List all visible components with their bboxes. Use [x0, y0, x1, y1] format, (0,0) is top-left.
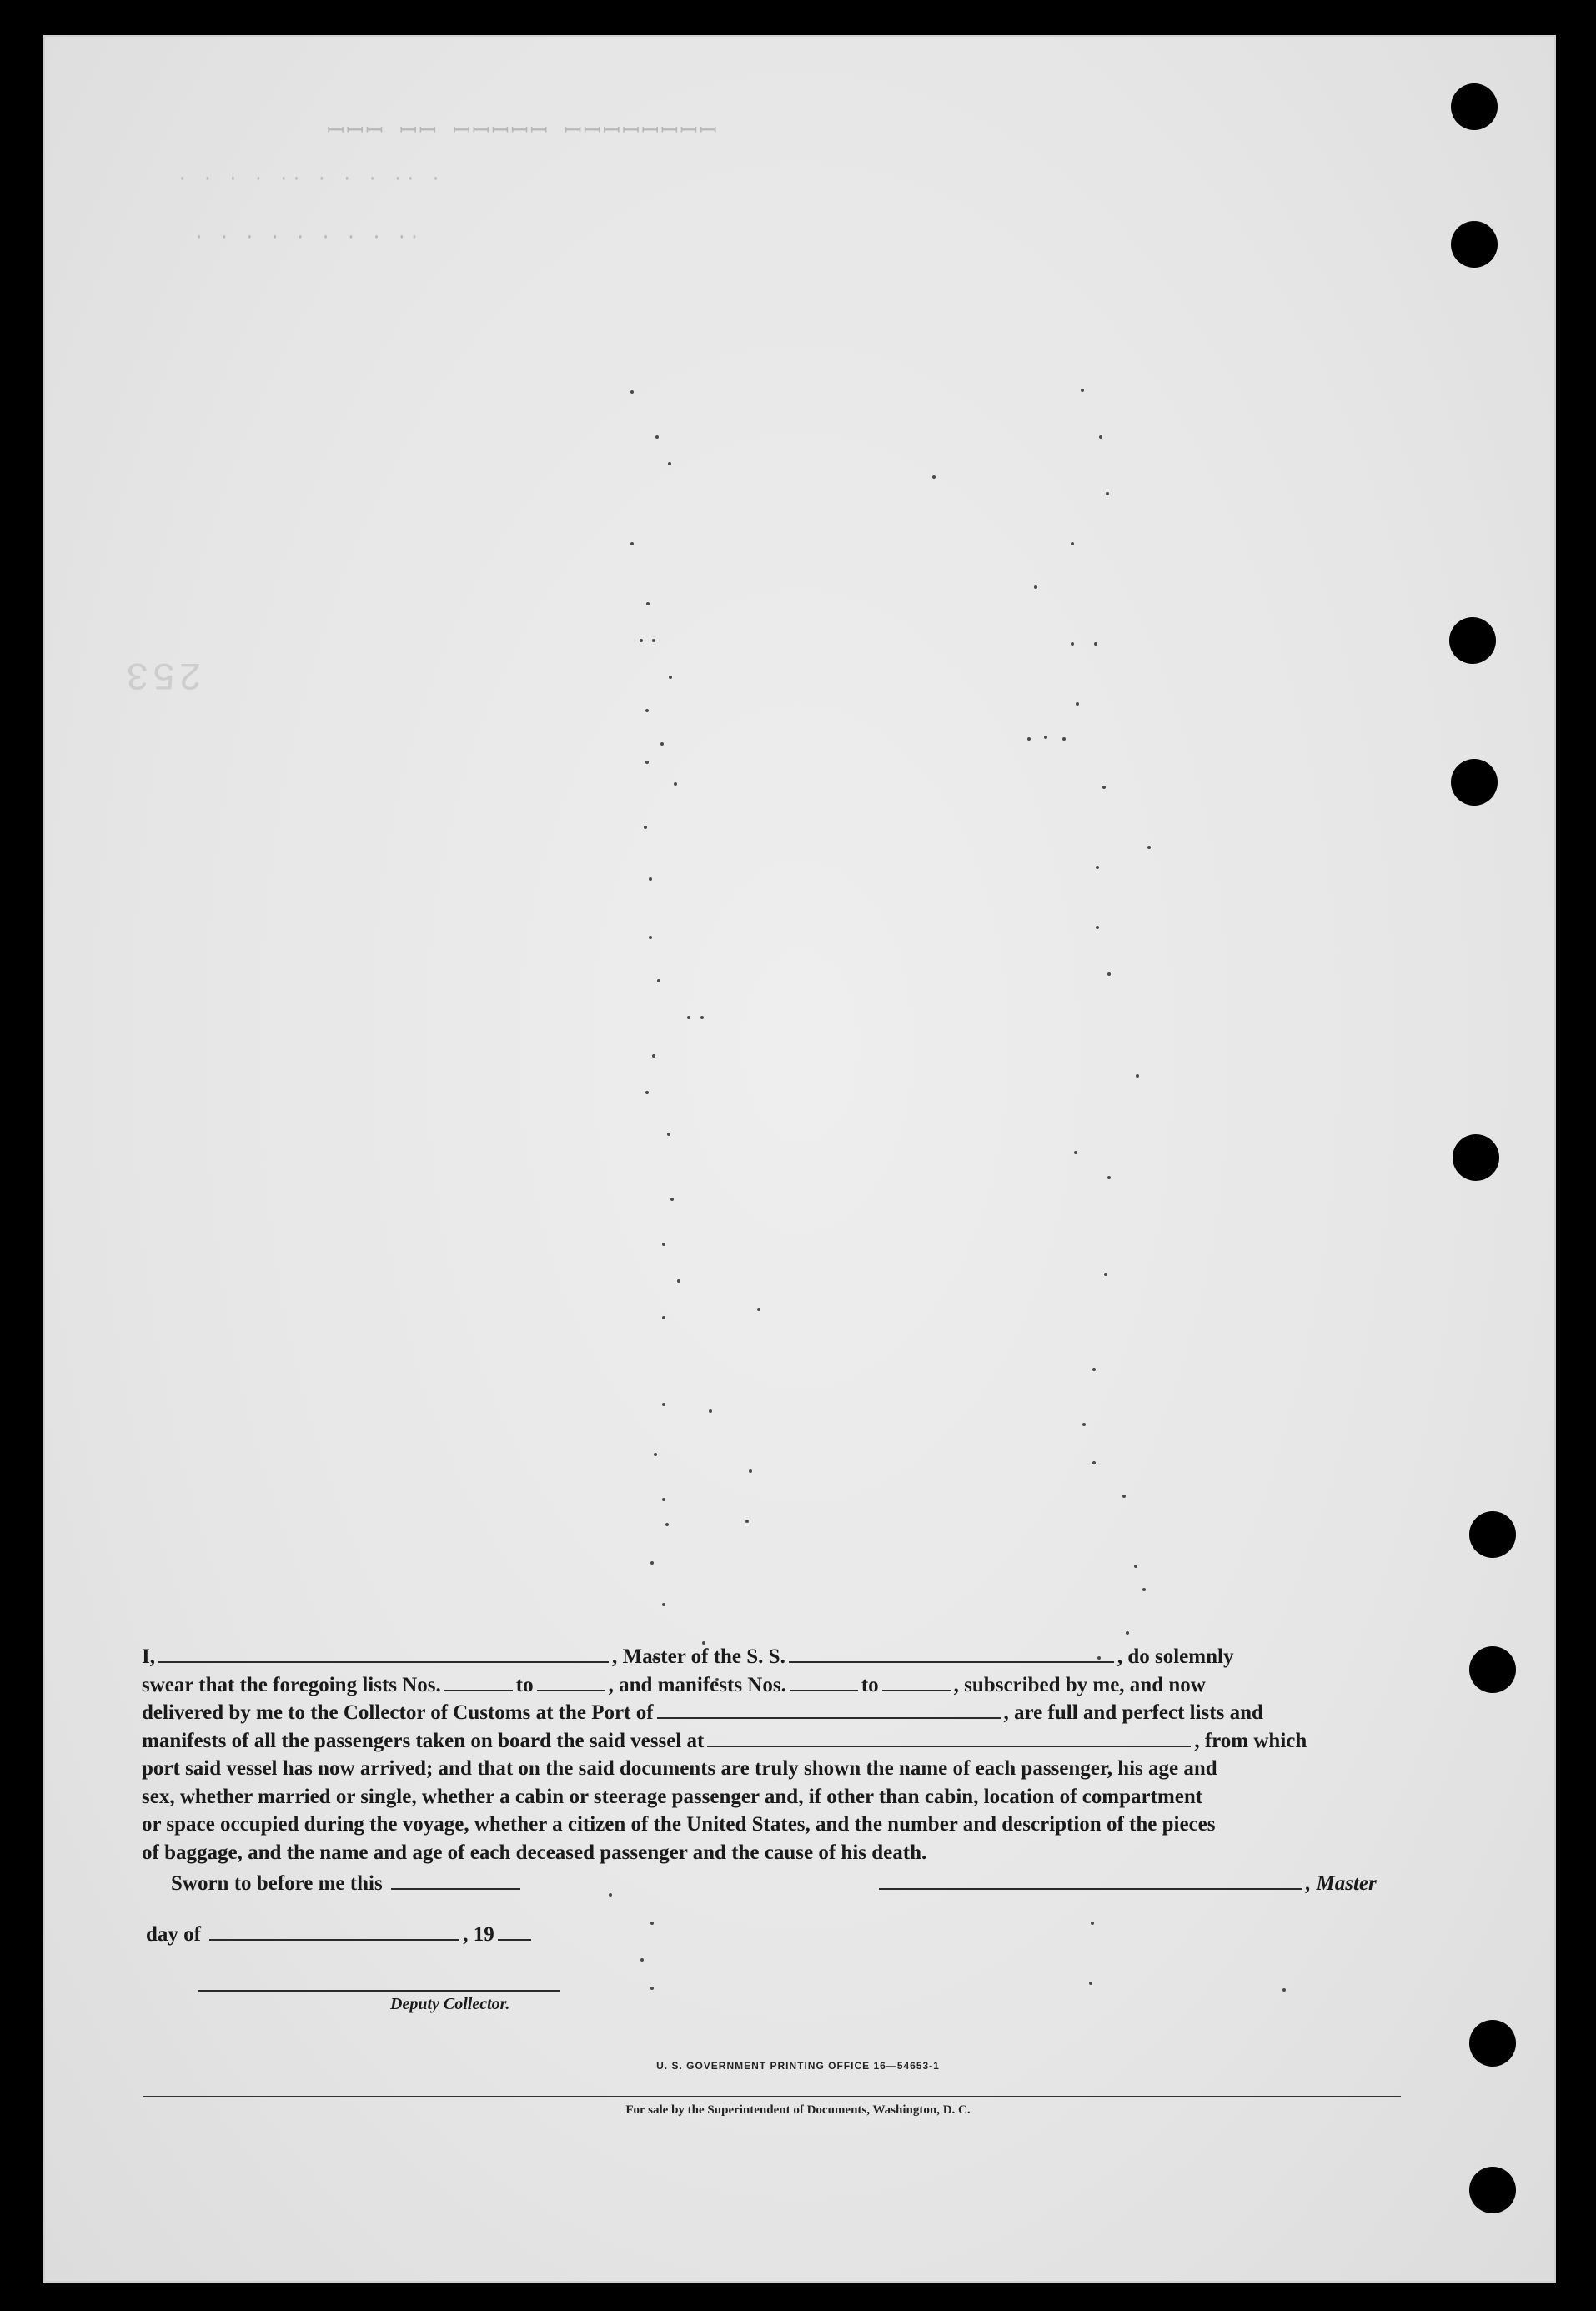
bleed-through-line: · · · · ·· · · · ·· · — [177, 168, 444, 189]
master-signature-line — [876, 1871, 1377, 1896]
list-to-blank — [537, 1673, 605, 1691]
affidavit-line-6: sex, whether married or single, whether a cabin or steerage passenger and, if other than cabin, location of compartment — [142, 1785, 1203, 1808]
affidavit-text: , are full and perfect lists and — [1003, 1701, 1263, 1724]
sworn-label: Sworn to before me this — [171, 1872, 383, 1895]
footer-rule — [143, 2096, 1401, 2097]
year-label: , 19 — [463, 1923, 494, 1946]
year-blank — [498, 1922, 531, 1941]
affidavit-line-8: of baggage, and the name and age of each deceased passenger and the cause of his death. — [142, 1841, 927, 1864]
affidavit-line-5: port said vessel has now arrived; and that on the said documents are truly shown the name of each passenger, his age and — [142, 1757, 1217, 1780]
punch-hole — [1453, 1134, 1499, 1181]
departure-port-blank — [707, 1729, 1191, 1747]
affidavit-text: , from which — [1194, 1729, 1307, 1752]
affidavit-text: manifests of all the passengers taken on board the said vessel at — [142, 1729, 705, 1752]
for-sale-notice: For sale by the Superintendent of Documents, Washington, D. C. — [625, 2103, 971, 2117]
punch-hole — [1451, 221, 1498, 268]
day-of-blank — [209, 1922, 459, 1941]
manifest-from-blank — [790, 1673, 858, 1691]
list-from-blank — [444, 1673, 513, 1691]
day-of-line — [146, 1922, 535, 1947]
punch-hole — [1469, 1511, 1516, 1558]
bleed-through-page-number: 253 — [123, 652, 202, 696]
affidavit-line-7: or space occupied during the voyage, whether a citizen of the United States, and the number and description of the pieces — [142, 1813, 1216, 1836]
port-blank — [657, 1701, 1001, 1719]
master-label: , Master — [1306, 1872, 1377, 1895]
affidavit-text: delivered by me to the Collector of Customs at the Port of — [142, 1701, 654, 1724]
ship-name-blank — [789, 1645, 1114, 1663]
affidavit-text: swear that the foregoing lists Nos. — [142, 1673, 441, 1696]
affidavit-text: , Master of the S. S. — [611, 1645, 785, 1668]
affidavit-line-1 — [142, 1643, 1401, 1671]
affidavit-text: I, — [142, 1645, 155, 1668]
punch-hole — [1469, 1646, 1516, 1693]
affidavit-text: to — [861, 1673, 879, 1696]
sworn-line — [171, 1871, 524, 1896]
master-signature-blank — [879, 1871, 1302, 1890]
punch-hole — [1451, 83, 1498, 130]
manifest-to-blank — [882, 1673, 951, 1691]
punch-hole — [1469, 2167, 1516, 2213]
deputy-signature-blank — [198, 1990, 560, 1992]
affidavit-line-2 — [142, 1671, 1401, 1700]
punch-hole — [1451, 759, 1498, 806]
sworn-date-blank — [391, 1871, 520, 1890]
affidavit-text: , do solemnly — [1117, 1645, 1234, 1668]
affidavit-text: , and manifests Nos. — [608, 1673, 786, 1696]
affidavit-line-3 — [142, 1699, 1401, 1727]
deputy-collector-label: Deputy Collector. — [390, 1995, 510, 2013]
printing-office-imprint: U. S. GOVERNMENT PRINTING OFFICE 16—54653-1 — [656, 2060, 940, 2072]
master-name-blank — [158, 1645, 609, 1663]
punch-hole — [1449, 617, 1496, 664]
affidavit-line-4 — [142, 1727, 1401, 1756]
day-of-label: day of — [146, 1923, 201, 1946]
affidavit-text: , subscribed by me, and now — [953, 1673, 1206, 1696]
bleed-through-header: ꟷꟷꟷ ꟷꟷ ꟷꟷꟷꟷꟷ ꟷꟷꟷꟷꟷꟷꟷꟷ — [327, 119, 719, 144]
bleed-through-line: · · · · · · · · ·· — [193, 227, 422, 248]
master-affidavit — [142, 1643, 1401, 1866]
affidavit-text: to — [515, 1673, 534, 1696]
